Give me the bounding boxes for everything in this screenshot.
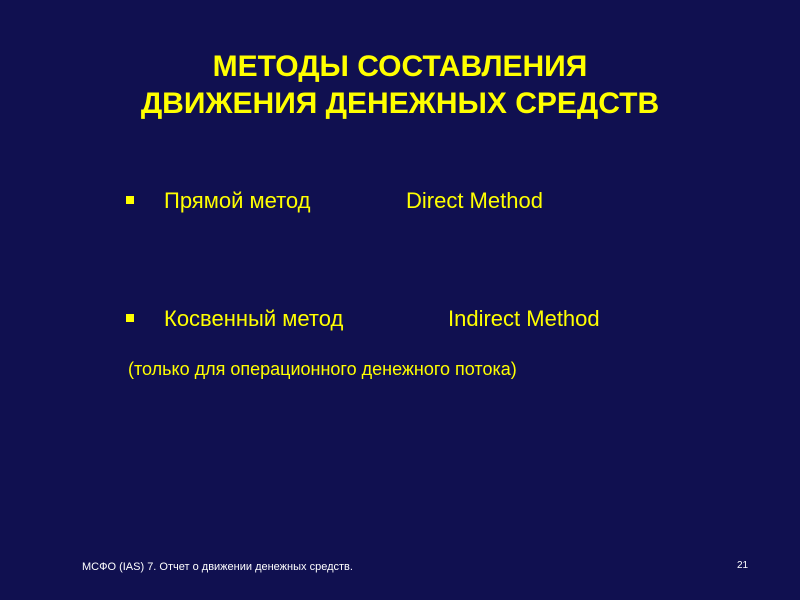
title-line-1: МЕТОДЫ СОСТАВЛЕНИЯ: [212, 50, 588, 83]
slide-footer: МСФО (IAS) 7. Отчет о движении денежных средств.: [82, 561, 353, 573]
square-bullet-icon: [126, 314, 134, 322]
bullet-en-text: Indirect Method: [448, 306, 600, 331]
title-line-2: ДВИЖЕНИЯ ДЕНЕЖНЫХ СРЕДСТВ: [140, 87, 660, 120]
bullet-ru-text: Косвенный метод: [164, 306, 344, 331]
bullet-direct-method: [126, 184, 586, 218]
operational-cash-flow-note: (только для операционного денежного потока): [128, 359, 517, 379]
bullet-ru-text: Прямой метод: [164, 188, 311, 213]
page-number: 21: [737, 560, 749, 571]
slide-title: [0, 48, 800, 122]
bullet-en-text: Direct Method: [406, 188, 543, 213]
square-bullet-icon: [126, 196, 134, 204]
bullet-indirect-method: [126, 302, 646, 336]
